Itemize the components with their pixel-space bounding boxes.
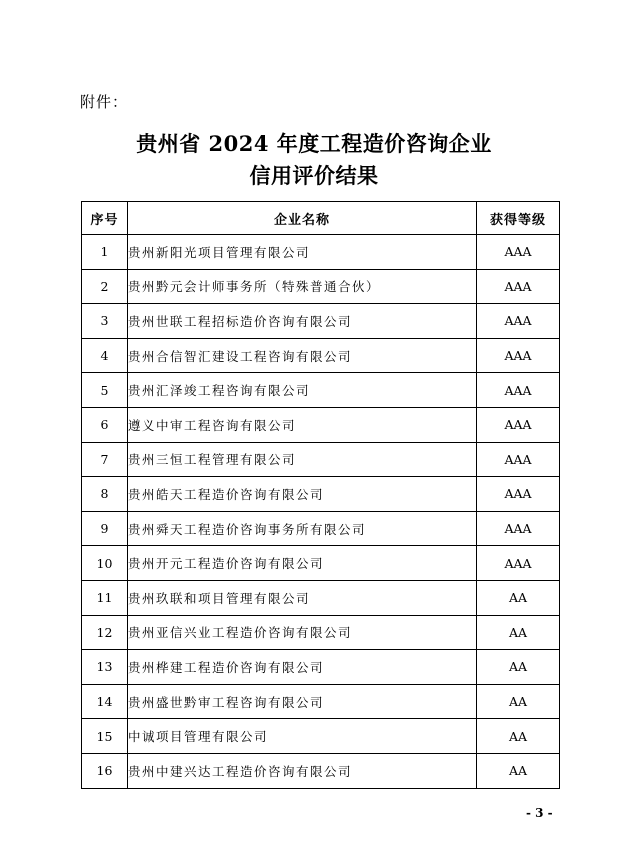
row-grade: AAA bbox=[477, 235, 560, 270]
row-grade: AA bbox=[477, 753, 560, 788]
row-serial: 16 bbox=[82, 753, 128, 788]
row-company-name: 贵州舜天工程造价咨询事务所有限公司 bbox=[128, 511, 477, 546]
row-serial: 15 bbox=[82, 719, 128, 754]
row-company-name: 贵州桦建工程造价咨询有限公司 bbox=[128, 650, 477, 685]
row-grade: AAA bbox=[477, 477, 560, 512]
table-row bbox=[82, 684, 560, 719]
row-grade: AA bbox=[477, 719, 560, 754]
row-grade: AAA bbox=[477, 511, 560, 546]
header-company-name: 企业名称 bbox=[128, 202, 477, 235]
document-title-line2: 信用评价结果 bbox=[249, 163, 379, 188]
table-header-row bbox=[82, 202, 560, 235]
table-row bbox=[82, 650, 560, 685]
attachment-label: 附件： bbox=[80, 93, 129, 111]
row-serial: 5 bbox=[82, 373, 128, 408]
table-row bbox=[82, 269, 560, 304]
table-row bbox=[82, 304, 560, 339]
row-company-name: 贵州中建兴达工程造价咨询有限公司 bbox=[128, 753, 477, 788]
document-title-line1: 贵州省 2024 年度工程造价咨询企业 bbox=[136, 131, 492, 156]
table-row bbox=[82, 407, 560, 442]
table-row bbox=[82, 373, 560, 408]
row-company-name: 贵州皓天工程造价咨询有限公司 bbox=[128, 477, 477, 512]
header-serial: 序号 bbox=[82, 202, 128, 235]
table-body bbox=[82, 235, 560, 789]
row-grade: AAA bbox=[477, 269, 560, 304]
row-serial: 3 bbox=[82, 304, 128, 339]
table-row bbox=[82, 511, 560, 546]
row-serial: 11 bbox=[82, 580, 128, 615]
results-table bbox=[81, 201, 560, 789]
row-company-name: 贵州盛世黔审工程咨询有限公司 bbox=[128, 684, 477, 719]
row-serial: 7 bbox=[82, 442, 128, 477]
row-company-name: 贵州开元工程造价咨询有限公司 bbox=[128, 546, 477, 581]
header-grade: 获得等级 bbox=[477, 202, 560, 235]
row-grade: AAA bbox=[477, 373, 560, 408]
table-row bbox=[82, 580, 560, 615]
row-serial: 2 bbox=[82, 269, 128, 304]
row-serial: 9 bbox=[82, 511, 128, 546]
table-row bbox=[82, 338, 560, 373]
table-row bbox=[82, 753, 560, 788]
table-row bbox=[82, 235, 560, 270]
row-grade: AAA bbox=[477, 304, 560, 339]
row-grade: AAA bbox=[477, 442, 560, 477]
row-grade: AA bbox=[477, 684, 560, 719]
row-serial: 6 bbox=[82, 407, 128, 442]
table-row bbox=[82, 615, 560, 650]
row-company-name: 遵义中审工程咨询有限公司 bbox=[128, 407, 477, 442]
row-serial: 12 bbox=[82, 615, 128, 650]
row-grade: AAA bbox=[477, 407, 560, 442]
row-company-name: 中诚项目管理有限公司 bbox=[128, 719, 477, 754]
page-number: - 3 - bbox=[526, 806, 553, 820]
row-serial: 13 bbox=[82, 650, 128, 685]
row-grade: AAA bbox=[477, 338, 560, 373]
row-grade: AA bbox=[477, 580, 560, 615]
row-company-name: 贵州玖联和项目管理有限公司 bbox=[128, 580, 477, 615]
row-company-name: 贵州黔元会计师事务所（特殊普通合伙） bbox=[128, 269, 477, 304]
table-row bbox=[82, 477, 560, 512]
row-company-name: 贵州合信智汇建设工程咨询有限公司 bbox=[128, 338, 477, 373]
row-grade: AA bbox=[477, 615, 560, 650]
row-grade: AAA bbox=[477, 546, 560, 581]
row-serial: 8 bbox=[82, 477, 128, 512]
row-company-name: 贵州新阳光项目管理有限公司 bbox=[128, 235, 477, 270]
row-serial: 1 bbox=[82, 235, 128, 270]
row-company-name: 贵州世联工程招标造价咨询有限公司 bbox=[128, 304, 477, 339]
row-grade: AA bbox=[477, 650, 560, 685]
row-serial: 10 bbox=[82, 546, 128, 581]
table-row bbox=[82, 719, 560, 754]
table-row bbox=[82, 546, 560, 581]
row-serial: 4 bbox=[82, 338, 128, 373]
row-company-name: 贵州三恒工程管理有限公司 bbox=[128, 442, 477, 477]
row-company-name: 贵州汇泽竣工程咨询有限公司 bbox=[128, 373, 477, 408]
row-company-name: 贵州亚信兴业工程造价咨询有限公司 bbox=[128, 615, 477, 650]
row-serial: 14 bbox=[82, 684, 128, 719]
table-row bbox=[82, 442, 560, 477]
